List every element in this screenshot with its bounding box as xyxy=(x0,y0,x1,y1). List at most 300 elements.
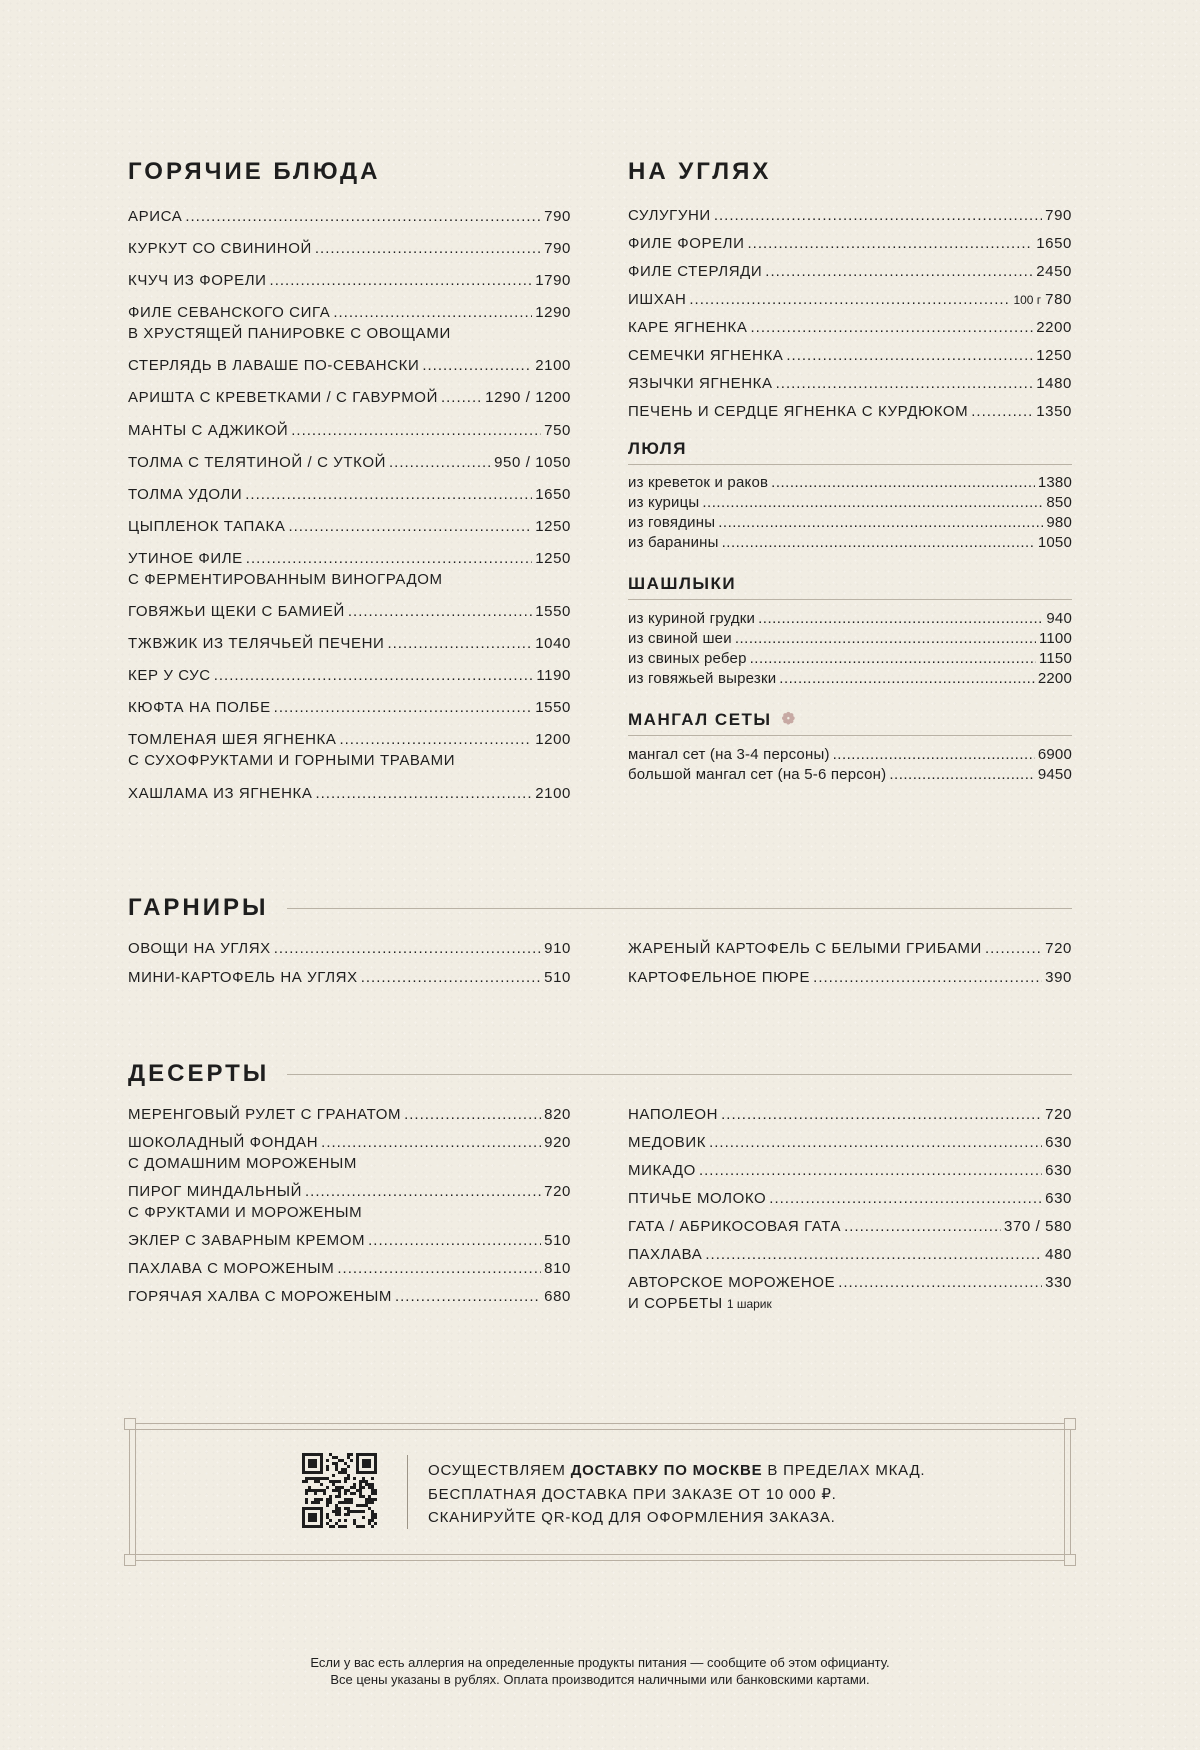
dot-leader xyxy=(441,389,482,406)
dot-leader xyxy=(702,494,1043,511)
menu-item-row xyxy=(628,319,1072,336)
menu-item-price: 630 xyxy=(1045,1134,1072,1151)
dot-leader xyxy=(971,403,1033,420)
sides-title: ГАРНИРЫ xyxy=(128,894,269,921)
menu-item-name: мангал сет (на 3-4 персоны) xyxy=(628,746,830,763)
menu-item-name: из свиной шеи xyxy=(628,630,732,647)
dot-leader xyxy=(333,304,532,321)
desserts-left-list xyxy=(128,1106,571,1305)
menu-item xyxy=(628,514,1072,531)
delivery-line-2: БЕСПЛАТНАЯ ДОСТАВКА ПРИ ЗАКАЗЕ ОТ 10 000 ₽. xyxy=(428,1485,837,1503)
delivery-box xyxy=(129,1423,1071,1561)
menu-item-name: ФИЛЕ СЕВАНСКОГО СИГА xyxy=(128,304,331,322)
menu-item-name: МИКАДО xyxy=(628,1162,696,1179)
menu-item-row xyxy=(628,766,1072,783)
desserts-title: ДЕСЕРТЫ xyxy=(128,1060,270,1087)
menu-item-row xyxy=(128,518,571,535)
menu-item xyxy=(628,263,1072,280)
dot-leader xyxy=(750,650,1036,667)
menu-item-row xyxy=(628,235,1072,252)
menu-item xyxy=(628,766,1072,783)
menu-item xyxy=(628,347,1072,364)
sides-divider xyxy=(287,908,1072,909)
menu-item-price: 480 xyxy=(1045,1246,1072,1263)
menu-item-price: 750 xyxy=(544,421,571,439)
menu-item-price: 2100 xyxy=(535,357,571,375)
dot-leader xyxy=(361,969,541,986)
menu-item xyxy=(628,291,1072,308)
mangal-list xyxy=(628,746,1072,783)
menu-item-price: 2200 xyxy=(1037,670,1072,687)
menu-item-name: УТИНОЕ ФИЛЕ xyxy=(128,549,243,567)
flower-icon: ❁ xyxy=(781,710,797,728)
menu-item-row xyxy=(128,454,571,471)
menu-item-row xyxy=(128,1260,571,1277)
menu-item-row xyxy=(128,208,571,225)
dot-leader xyxy=(721,1106,1042,1123)
dot-leader xyxy=(813,969,1042,986)
menu-item-row xyxy=(628,207,1072,224)
menu-item xyxy=(128,603,571,620)
dot-leader xyxy=(786,347,1033,364)
menu-item-price: 1290 xyxy=(535,304,571,322)
menu-item xyxy=(128,550,571,588)
dot-leader xyxy=(838,1274,1042,1291)
dot-leader xyxy=(833,746,1035,763)
dot-leader xyxy=(985,940,1042,957)
menu-item-name: СЕМЕЧКИ ЯГНЕНКА xyxy=(628,347,784,364)
menu-item xyxy=(628,1218,1072,1235)
menu-item-name: ФИЛЕ ФОРЕЛИ xyxy=(628,235,745,252)
menu-item-name: из говядины xyxy=(628,514,716,531)
grill-section xyxy=(628,160,1072,783)
menu-item xyxy=(128,454,571,471)
dot-leader xyxy=(245,486,532,503)
menu-item-name: из свиных ребер xyxy=(628,650,747,667)
menu-item-price: 720 xyxy=(1045,940,1072,957)
grill-title: НА УГЛЯХ xyxy=(628,158,772,185)
dot-leader xyxy=(305,1183,541,1200)
dot-leader xyxy=(779,670,1035,687)
menu-item-name: КЕР У СУС xyxy=(128,667,211,685)
menu-item-name: СТЕРЛЯДЬ В ЛАВАШЕ ПО-СЕВАНСКИ xyxy=(128,357,420,375)
menu-item-row xyxy=(628,610,1072,627)
menu-item xyxy=(628,650,1072,667)
menu-item-name: ФИЛЕ СТЕРЛЯДИ xyxy=(628,263,763,280)
menu-item xyxy=(128,422,571,439)
menu-item-row xyxy=(128,389,571,406)
menu-item-row xyxy=(128,699,571,716)
dot-leader xyxy=(274,940,541,957)
menu-item-row xyxy=(628,1218,1072,1235)
menu-item-row xyxy=(128,240,571,257)
menu-item-row xyxy=(628,1162,1072,1179)
shashlik-title-text: ШАШЛЫКИ xyxy=(628,574,737,593)
menu-item-row xyxy=(128,785,571,802)
menu-item-name: ПИРОГ МИНДАЛЬНЫЙ xyxy=(128,1183,302,1200)
hot-dishes-list xyxy=(128,208,571,802)
menu-item xyxy=(128,1134,571,1172)
menu-item-name: КУРКУТ СО СВИНИНОЙ xyxy=(128,240,312,258)
dot-leader xyxy=(705,1246,1042,1263)
menu-item xyxy=(628,969,1072,986)
frame-corner xyxy=(1064,1554,1076,1566)
menu-item xyxy=(628,207,1072,224)
menu-item-price: 1190 xyxy=(536,667,571,685)
menu-item-row xyxy=(628,1106,1072,1123)
delivery-line-3: СКАНИРУЙТЕ QR-КОД ДЛЯ ОФОРМЛЕНИЯ ЗАКАЗА. xyxy=(428,1509,836,1526)
menu-item-row xyxy=(128,635,571,652)
menu-item xyxy=(128,969,571,986)
menu-item-description-text: С ФЕРМЕНТИРОВАННЫМ ВИНОГРАДОМ xyxy=(128,570,443,588)
menu-item-row xyxy=(128,1106,571,1123)
menu-item xyxy=(128,518,571,535)
menu-item-description-text: И СОРБЕТЫ xyxy=(628,1295,723,1312)
dot-leader xyxy=(368,1232,541,1249)
menu-item-row xyxy=(128,550,571,567)
menu-item xyxy=(628,746,1072,763)
delivery-line-1 xyxy=(428,1459,925,1483)
menu-item-name: СУЛУГУНИ xyxy=(628,207,711,224)
menu-item xyxy=(128,389,571,406)
menu-item-name: МЕДОВИК xyxy=(628,1134,707,1151)
menu-item xyxy=(628,1246,1072,1263)
dot-leader xyxy=(718,514,1043,531)
menu-item-price: 1480 xyxy=(1036,375,1072,392)
menu-item-name: ЦЫПЛЕНОК ТАПАКА xyxy=(128,517,286,535)
menu-item xyxy=(128,1232,571,1249)
menu-item-price: 330 xyxy=(1045,1274,1072,1291)
menu-item-row xyxy=(628,534,1072,551)
dot-leader xyxy=(387,635,532,652)
dot-leader xyxy=(889,766,1034,783)
menu-item-name: КАРЕ ЯГНЕНКА xyxy=(628,319,748,336)
menu-item-name: ПАХЛАВА xyxy=(628,1246,703,1263)
menu-item-description-text: С ФРУКТАМИ И МОРОЖЕНЫМ xyxy=(128,1204,363,1221)
menu-item-description xyxy=(128,1204,571,1221)
menu-item xyxy=(628,319,1072,336)
menu-item-price: 630 xyxy=(1045,1162,1072,1179)
menu-item-row xyxy=(128,486,571,503)
dot-leader xyxy=(321,1134,541,1151)
menu-item-price: 980 xyxy=(1046,514,1072,531)
menu-item-row xyxy=(128,940,571,957)
menu-item-name: ТОЛМА С ТЕЛЯТИНОЙ / С УТКОЙ xyxy=(128,453,386,471)
menu-item-price: 1550 xyxy=(535,603,571,621)
dot-leader xyxy=(422,357,532,374)
menu-item-price: 720 xyxy=(1045,1106,1072,1123)
mangal-title xyxy=(628,711,1072,736)
menu-item-row xyxy=(628,1190,1072,1207)
menu-item-price: 1290 / 1200 xyxy=(485,389,571,407)
menu-item-name: из баранины xyxy=(628,534,719,551)
menu-item-price: 810 xyxy=(544,1260,571,1277)
menu-item xyxy=(128,940,571,957)
menu-item-price: 9450 xyxy=(1037,766,1072,783)
desserts-divider xyxy=(287,1074,1072,1075)
delivery-text xyxy=(428,1459,925,1530)
dot-leader xyxy=(291,422,541,439)
dot-leader xyxy=(735,630,1036,647)
menu-item-price: 510 xyxy=(544,969,571,986)
menu-item-price: 1250 xyxy=(535,549,571,567)
menu-item-description xyxy=(128,752,571,769)
qr-code-icon[interactable] xyxy=(302,1453,377,1528)
menu-item-name: ОВОЩИ НА УГЛЯХ xyxy=(128,940,271,957)
dot-leader xyxy=(348,603,532,620)
menu-item-description xyxy=(628,1295,1072,1312)
menu-item xyxy=(628,474,1072,491)
menu-item-name: КАРТОФЕЛЬНОЕ ПЮРЕ xyxy=(628,969,811,986)
menu-item-name: ГОРЯЧАЯ ХАЛВА С МОРОЖЕНЫМ xyxy=(128,1288,392,1305)
menu-item-row xyxy=(128,357,571,374)
menu-item-description-text: В ХРУСТЯЩЕЙ ПАНИРОВКЕ С ОВОЩАМИ xyxy=(128,325,451,343)
menu-item-row xyxy=(628,291,1072,308)
menu-item-price: 790 xyxy=(544,208,571,225)
menu-item-row xyxy=(628,474,1072,491)
dot-leader xyxy=(395,1288,541,1305)
menu-item-name: МИНИ-КАРТОФЕЛЬ НА УГЛЯХ xyxy=(128,969,358,986)
menu-item xyxy=(128,635,571,652)
delivery-line-1-pre: ОСУЩЕСТВЛЯЕМ xyxy=(428,1462,571,1479)
menu-item xyxy=(128,1183,571,1221)
menu-item-row xyxy=(128,1183,571,1200)
dot-leader xyxy=(699,1162,1042,1179)
dot-leader xyxy=(315,785,532,802)
dot-leader xyxy=(389,454,491,471)
dot-leader xyxy=(185,208,541,225)
menu-item-price: 820 xyxy=(544,1106,571,1123)
menu-item-price: 1790 xyxy=(535,272,571,290)
menu-item-price: 790 xyxy=(1045,207,1072,224)
menu-item-price: 910 xyxy=(544,940,571,957)
delivery-line-1-post: В ПРЕДЕЛАХ МКАД. xyxy=(762,1462,926,1479)
delivery-separator xyxy=(407,1455,408,1529)
dot-leader xyxy=(214,667,534,684)
menu-item-price: 1250 xyxy=(1036,347,1072,364)
menu-item-row xyxy=(128,731,571,748)
menu-item xyxy=(128,357,571,374)
menu-item-name: ПАХЛАВА С МОРОЖЕНЫМ xyxy=(128,1260,335,1277)
menu-item-row xyxy=(628,403,1072,420)
hot-dishes-title: ГОРЯЧИЕ БЛЮДА xyxy=(128,158,381,185)
lyulya-list xyxy=(628,474,1072,551)
menu-item xyxy=(128,486,571,503)
menu-item-note: 1 шарик xyxy=(726,1297,772,1311)
menu-item-description xyxy=(128,1155,571,1172)
menu-item xyxy=(128,240,571,257)
desserts-right-list xyxy=(628,1106,1072,1312)
menu-item-price: 790 xyxy=(544,240,571,258)
menu-item-row xyxy=(628,263,1072,280)
menu-item-row xyxy=(128,1232,571,1249)
disclaimer-line-2: Все цены указаны в рублях. Оплата производится наличными или банковскими картами. xyxy=(330,1672,870,1687)
menu-item-row xyxy=(628,650,1072,667)
menu-item xyxy=(128,667,571,684)
menu-item-name: ШОКОЛАДНЫЙ ФОНДАН xyxy=(128,1134,319,1151)
dot-leader xyxy=(722,534,1035,551)
menu-item-row xyxy=(128,1134,571,1151)
shashlik-title xyxy=(628,575,1072,600)
menu-item-price: 1350 xyxy=(1036,403,1072,420)
menu-item-price: 850 xyxy=(1046,494,1072,511)
dot-leader xyxy=(748,235,1034,252)
menu-item xyxy=(128,1288,571,1305)
menu-item xyxy=(628,494,1072,511)
dot-leader xyxy=(769,1190,1042,1207)
menu-item-row xyxy=(628,630,1072,647)
menu-item-name: большой мангал сет (на 5-6 персон) xyxy=(628,766,887,783)
menu-item-price: 1650 xyxy=(1036,235,1072,252)
menu-item-price: 1050 xyxy=(1037,534,1072,551)
menu-item-row xyxy=(628,940,1072,957)
menu-item-unit: 100 г xyxy=(1013,293,1042,307)
menu-item xyxy=(128,272,571,289)
menu-item xyxy=(628,534,1072,551)
menu-item-price: 390 xyxy=(1045,969,1072,986)
menu-item-name: КЮФТА НА ПОЛБЕ xyxy=(128,699,271,717)
menu-item-row xyxy=(128,1288,571,1305)
menu-item xyxy=(128,731,571,769)
menu-item-price: 1550 xyxy=(535,699,571,717)
menu-item-price: 1040 xyxy=(535,635,571,653)
grill-list xyxy=(628,207,1072,420)
dot-leader xyxy=(844,1218,1001,1235)
menu-item xyxy=(628,610,1072,627)
menu-item-price: 950 / 1050 xyxy=(494,453,571,471)
menu-item-row xyxy=(128,304,571,321)
menu-item xyxy=(628,1106,1072,1123)
menu-item-price: 1100 xyxy=(1038,630,1072,647)
menu-item-price: 630 xyxy=(1045,1190,1072,1207)
menu-item-description xyxy=(128,571,571,588)
dot-leader xyxy=(689,291,1010,308)
dot-leader xyxy=(771,474,1035,491)
menu-item xyxy=(628,630,1072,647)
menu-item xyxy=(128,785,571,802)
menu-item xyxy=(128,208,571,225)
menu-item xyxy=(628,940,1072,957)
menu-item-name: из куриной грудки xyxy=(628,610,756,627)
dot-leader xyxy=(337,1260,541,1277)
menu-item xyxy=(128,304,571,342)
menu-item-name: ТОМЛЕНАЯ ШЕЯ ЯГНЕНКА xyxy=(128,731,337,749)
menu-item-row xyxy=(628,1274,1072,1291)
dot-leader xyxy=(288,518,532,535)
menu-item xyxy=(628,1134,1072,1151)
menu-item-row xyxy=(128,422,571,439)
menu-item-name: МЕРЕНГОВЫЙ РУЛЕТ С ГРАНАТОМ xyxy=(128,1106,402,1123)
menu-item-row xyxy=(628,375,1072,392)
menu-item-name: ИШХАН xyxy=(628,291,687,308)
menu-item xyxy=(128,699,571,716)
menu-item-row xyxy=(628,514,1072,531)
menu-item-description-text: С СУХОФРУКТАМИ И ГОРНЫМИ ТРАВАМИ xyxy=(128,752,456,770)
menu-item-name: ПТИЧЬЕ МОЛОКО xyxy=(628,1190,767,1207)
frame-corner xyxy=(124,1418,136,1430)
dot-leader xyxy=(714,207,1042,224)
menu-item xyxy=(628,1190,1072,1207)
menu-item-description xyxy=(128,325,571,342)
menu-item-price: 720 xyxy=(544,1183,571,1200)
menu-item-name: ГОВЯЖЬИ ЩЕКИ С БАМИЕЙ xyxy=(128,603,345,621)
menu-item xyxy=(628,670,1072,687)
menu-item xyxy=(628,1274,1072,1312)
menu-item-name: ЯЗЫЧКИ ЯГНЕНКА xyxy=(628,375,773,392)
hot-dishes-section xyxy=(128,160,571,802)
menu-item-name: ПЕЧЕНЬ И СЕРДЦЕ ЯГНЕНКА С КУРДЮКОМ xyxy=(628,403,969,420)
menu-item xyxy=(628,1162,1072,1179)
menu-item xyxy=(128,1106,571,1123)
disclaimer-line-1: Если у вас есть аллергия на определенные продукты питания — сообщите об этом официанту. xyxy=(310,1655,890,1670)
menu-item-price: 920 xyxy=(544,1134,571,1151)
frame-corner xyxy=(1064,1418,1076,1430)
menu-item-price: 2200 xyxy=(1036,319,1072,336)
menu-item xyxy=(128,1260,571,1277)
sides-left-list xyxy=(128,940,571,986)
menu-item-row xyxy=(128,603,571,620)
menu-item-row xyxy=(128,272,571,289)
frame-corner xyxy=(124,1554,136,1566)
menu-item-row xyxy=(628,347,1072,364)
menu-item xyxy=(628,235,1072,252)
menu-item-price: 780 xyxy=(1045,291,1072,308)
mangal-title-text: МАНГАЛ СЕТЫ xyxy=(628,710,772,729)
dot-leader xyxy=(709,1134,1042,1151)
dot-leader xyxy=(274,699,533,716)
menu-item-price: 1650 xyxy=(535,485,571,503)
dot-leader xyxy=(270,272,533,289)
menu-item-name: из курицы xyxy=(628,494,700,511)
sides-right-list xyxy=(628,940,1072,986)
menu-item-price: 680 xyxy=(544,1288,571,1305)
menu-item-price: 6900 xyxy=(1037,746,1072,763)
menu-item-name: НАПОЛЕОН xyxy=(628,1106,719,1123)
menu-item-name: АРИСА xyxy=(128,208,183,225)
menu-item-name: АВТОРСКОЕ МОРОЖЕНОЕ xyxy=(628,1274,836,1291)
dot-leader xyxy=(404,1106,541,1123)
menu-item-name: АРИШТА С КРЕВЕТКАМИ / С ГАВУРМОЙ xyxy=(128,389,438,407)
delivery-highlight: ДОСТАВКУ ПО МОСКВЕ xyxy=(570,1462,763,1479)
menu-item xyxy=(628,403,1072,420)
menu-item-name: ЖАРЕНЫЙ КАРТОФЕЛЬ С БЕЛЫМИ ГРИБАМИ xyxy=(628,940,982,957)
menu-item-name: из креветок и раков xyxy=(628,474,769,491)
dot-leader xyxy=(776,375,1034,392)
menu-item-name: из говяжьей вырезки xyxy=(628,670,777,687)
menu-item-price: 940 xyxy=(1046,610,1072,627)
menu-item xyxy=(628,375,1072,392)
menu-item-name: ГАТА / АБРИКОСОВАЯ ГАТА xyxy=(628,1218,842,1235)
menu-item-price: 510 xyxy=(544,1232,571,1249)
menu-item-price: 2100 xyxy=(535,784,571,802)
menu-item-price: 2450 xyxy=(1036,263,1072,280)
menu-item-name: ТОЛМА УДОЛИ xyxy=(128,485,243,503)
dot-leader xyxy=(765,263,1033,280)
menu-item-row xyxy=(128,667,571,684)
dot-leader xyxy=(751,319,1034,336)
lyulya-title xyxy=(628,440,1072,465)
menu-item-row xyxy=(628,1246,1072,1263)
menu-item-name: ТЖВЖИК ИЗ ТЕЛЯЧЬЕЙ ПЕЧЕНИ xyxy=(128,635,385,653)
dot-leader xyxy=(315,240,541,257)
menu-item-price: 1380 xyxy=(1037,474,1072,491)
menu-item-row xyxy=(628,670,1072,687)
lyulya-title-text: ЛЮЛЯ xyxy=(628,439,687,458)
menu-item-row xyxy=(628,494,1072,511)
dot-leader xyxy=(246,550,532,567)
shashlik-list xyxy=(628,610,1072,687)
menu-item-row xyxy=(128,969,571,986)
